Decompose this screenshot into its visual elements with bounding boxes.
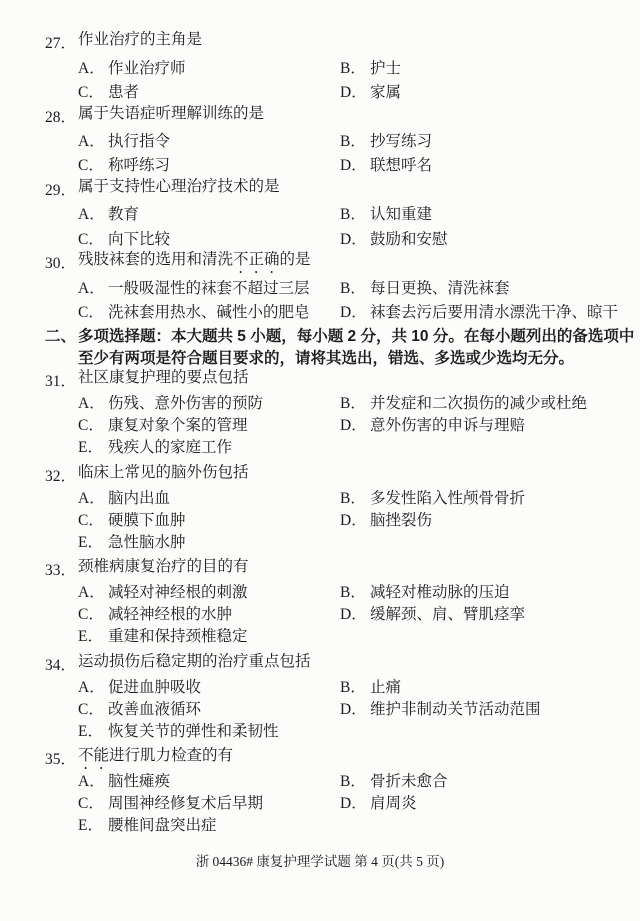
single-choice-section xyxy=(45,30,619,323)
option-c: C． 硬膜下血肿 xyxy=(78,511,186,529)
question-number: 31． xyxy=(45,373,77,391)
question-stem: 社区康复护理的要点包括 xyxy=(78,369,249,387)
option-c: C． 向下比较 xyxy=(78,230,171,248)
option-d: D． 家属 xyxy=(340,84,402,102)
option-a: A． 减轻对神经根的刺激 xyxy=(78,584,248,602)
option-a: A． 促进血肿吸收 xyxy=(78,678,202,696)
option-d: D． 缓解颈、肩、臂肌痉挛 xyxy=(340,606,526,624)
question-stem: 作业治疗的主角是 xyxy=(78,31,203,49)
section-marker: 二、 xyxy=(45,327,77,345)
question-34 xyxy=(45,653,616,741)
question-33 xyxy=(45,558,616,646)
option-d: D． 袜套去污后要用清水漂洗干净、晾干 xyxy=(340,304,619,322)
option-b: B． 骨折未愈合 xyxy=(340,773,448,791)
question-number: 27． xyxy=(45,35,77,53)
question-stem: 运动损伤后稳定期的治疗重点包括 xyxy=(78,652,311,670)
option-a: A． 一般吸湿性的袜套不超过三层 xyxy=(78,279,310,297)
option-b: B． 护士 xyxy=(340,59,402,77)
option-a: A． 脑内出血 xyxy=(78,489,171,507)
option-e: E． 重建和保持颈椎稳定 xyxy=(78,628,248,646)
question-stem: 颈椎病康复治疗的目的有 xyxy=(78,558,249,576)
option-d: D． 维护非制动关节活动范围 xyxy=(340,700,541,718)
question-stem: 属于失语症听理解训练的是 xyxy=(78,104,265,122)
page-footer: 浙 04436# 康复护理学试题 第 4 页(共 5 页) xyxy=(195,854,445,869)
option-c: C． 康复对象个案的管理 xyxy=(78,417,248,435)
option-c: C． 称呼练习 xyxy=(78,157,171,175)
option-d: D． 脑挫裂伤 xyxy=(340,511,433,529)
question-35 xyxy=(45,747,616,835)
option-d: D． 鼓励和安慰 xyxy=(340,230,448,248)
option-a: A． 教育 xyxy=(78,206,140,224)
option-b: B． 抄写练习 xyxy=(340,132,433,150)
question-number: 33． xyxy=(45,562,77,580)
option-e: E． 恢复关节的弹性和柔韧性 xyxy=(78,722,279,740)
question-32 xyxy=(45,464,616,552)
option-e: E． 残疾人的家庭工作 xyxy=(78,439,233,457)
question-stem: 临床上常见的脑外伤包括 xyxy=(78,463,249,481)
section-instructions-line2: 至少有两项是符合题目要求的，请将其选出，错选、多选或少选均无分。 xyxy=(78,350,575,367)
option-d: D． 意外伤害的申诉与理赔 xyxy=(340,417,526,435)
option-a: A． 作业治疗师 xyxy=(78,59,186,77)
question-27 xyxy=(45,30,616,103)
question-30 xyxy=(45,250,619,323)
option-e: E． 腰椎间盘突出症 xyxy=(78,817,217,835)
option-b: B． 每日更换、清洗袜套 xyxy=(340,279,510,297)
question-number: 34． xyxy=(45,656,77,674)
question-28 xyxy=(45,103,616,176)
question-stem: 残肢袜套的选用和清洗不正确的是 xyxy=(78,251,311,269)
question-number: 28． xyxy=(45,108,77,126)
option-a: A． 脑性瘫痪 xyxy=(78,773,171,791)
option-b: B． 认知重建 xyxy=(340,206,433,224)
multi-choice-section xyxy=(45,369,616,835)
option-c: C． 减轻神经根的水肿 xyxy=(78,606,233,624)
question-stem: 属于支持性心理治疗技术的是 xyxy=(78,177,280,195)
question-29 xyxy=(45,177,616,250)
option-c: C． 周围神经修复术后早期 xyxy=(78,795,264,813)
option-d: D． 联想呼名 xyxy=(340,157,433,175)
option-b: B． 多发性陷入性颅骨骨折 xyxy=(340,489,526,507)
option-c: C． 患者 xyxy=(78,84,140,102)
section-instructions-line1: 多项选择题：本大题共 5 小题，每小题 2 分，共 10 分。在每小题列出的备选项中 xyxy=(78,327,635,345)
multi-choice-section-header xyxy=(45,323,635,368)
question-31 xyxy=(45,369,616,457)
option-d: D． 肩周炎 xyxy=(340,795,417,813)
option-b: B． 减轻对椎动脉的压迫 xyxy=(340,584,510,602)
question-number: 29． xyxy=(45,181,77,199)
option-b: B． 并发症和二次损伤的减少或杜绝 xyxy=(340,395,588,413)
option-e: E． 急性脑水肿 xyxy=(78,533,186,551)
question-stem: 不能进行肌力检查的有 xyxy=(78,747,234,765)
question-number: 35． xyxy=(45,751,77,769)
option-a: A． 执行指令 xyxy=(78,132,171,150)
option-c: C． 改善血液循环 xyxy=(78,700,202,718)
option-b: B． 止痛 xyxy=(340,678,402,696)
option-a: A． 伤残、意外伤害的预防 xyxy=(78,395,264,413)
option-c: C． 洗袜套用热水、碱性小的肥皂 xyxy=(78,304,310,322)
question-number: 32． xyxy=(45,467,77,485)
question-number: 30． xyxy=(45,255,77,273)
